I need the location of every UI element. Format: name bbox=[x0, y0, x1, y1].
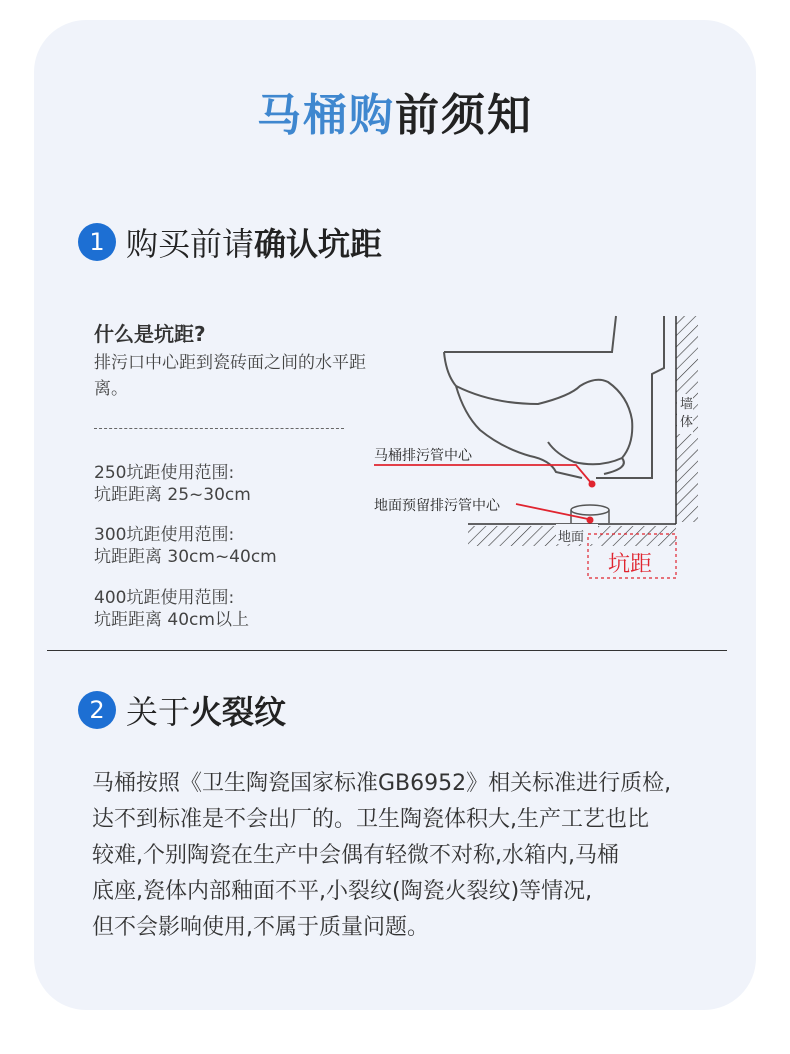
page-title bbox=[0, 88, 790, 144]
floor-label: 地面 bbox=[558, 530, 585, 545]
section2-number-badge: 2 bbox=[78, 691, 116, 729]
spec-value: 坑距距离 25~30cm bbox=[94, 485, 251, 505]
title-blue: 马桶购 bbox=[257, 90, 395, 141]
section2-heading-plain: 关于 bbox=[126, 693, 191, 731]
dashed-divider bbox=[94, 428, 344, 429]
spec-value: 坑距距离 30cm~40cm bbox=[94, 547, 277, 567]
drain-center-label: 马桶排污管中心 bbox=[374, 448, 472, 464]
paragraph-line: 达不到标准是不会出厂的。卫生陶瓷体积大,生产工艺也比 bbox=[92, 807, 649, 832]
what-is-title: 什么是坑距? bbox=[94, 322, 206, 346]
section1-heading bbox=[78, 220, 382, 264]
spec-300 bbox=[94, 524, 277, 568]
drain-center-dot bbox=[589, 481, 596, 488]
distance-label: 坑距 bbox=[608, 552, 653, 577]
section1-heading-text bbox=[126, 219, 382, 265]
title-dark: 前须知 bbox=[395, 90, 533, 141]
section2-heading-text bbox=[126, 687, 286, 733]
paragraph-line: 底座,瓷体内部釉面不平,小裂纹(陶瓷火裂纹)等情况, bbox=[92, 879, 593, 904]
section1-heading-bold: 确认坑距 bbox=[254, 225, 383, 263]
drain-center-leader bbox=[374, 465, 592, 484]
spec-value: 坑距距离 40cm以上 bbox=[94, 610, 249, 630]
spec-label: 250坑距使用范围: bbox=[94, 463, 235, 483]
section2-heading-bold: 火裂纹 bbox=[190, 693, 287, 731]
spec-label: 400坑距使用范围: bbox=[94, 588, 235, 608]
wall-label-bottom: 体 bbox=[680, 415, 694, 430]
spec-400 bbox=[94, 587, 249, 631]
floor-drain-dot bbox=[587, 517, 594, 524]
toilet-rough-in-diagram bbox=[360, 312, 710, 592]
section1-heading-plain: 购买前请 bbox=[126, 225, 255, 263]
paragraph-line: 但不会影响使用,不属于质量问题。 bbox=[92, 915, 429, 940]
spec-label: 300坑距使用范围: bbox=[94, 525, 235, 545]
section2-heading bbox=[78, 688, 286, 732]
paragraph-line: 较难,个别陶瓷在生产中会偶有轻微不对称,水箱内,马桶 bbox=[92, 843, 619, 868]
paragraph-line: 马桶按照《卫生陶瓷国家标准GB6952》相关标准进行质检, bbox=[92, 771, 672, 796]
definition-text: 排污口中心距到瓷砖面之间的水平距离。 bbox=[94, 353, 366, 399]
spec-250 bbox=[94, 462, 251, 506]
floor-drain-label: 地面预留排污管中心 bbox=[374, 498, 500, 514]
section1-number-badge: 1 bbox=[78, 223, 116, 261]
crack-explanation bbox=[92, 766, 710, 946]
toilet-graphic bbox=[444, 316, 664, 478]
section-divider bbox=[47, 650, 727, 651]
wall-label-top: 墙 bbox=[680, 397, 694, 412]
